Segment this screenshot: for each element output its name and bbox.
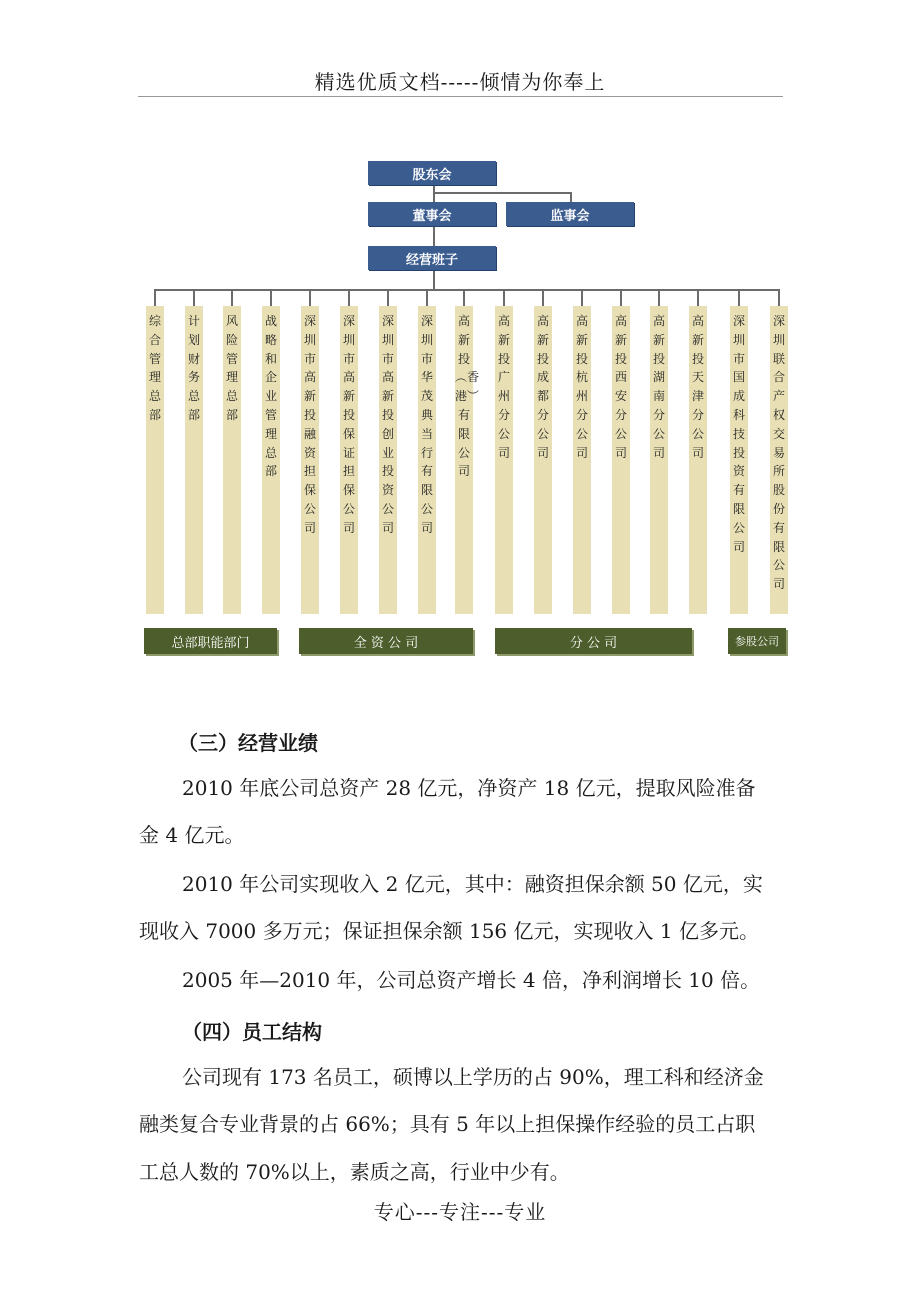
org-unit-label: 高新投成都分公司	[536, 314, 549, 460]
connector	[193, 289, 195, 306]
connector	[570, 192, 572, 202]
connector	[154, 289, 156, 306]
org-unit-label: 战略和企业管理总部	[264, 314, 277, 479]
paragraph: 现收入 7000 多万元；保证担保余额 156 亿元，实现收入 1 亿多元。	[139, 919, 759, 943]
connector	[738, 289, 740, 306]
org-unit-label: 深圳市高新投融资担保公司	[303, 314, 316, 535]
connector	[463, 289, 465, 306]
connector	[658, 289, 660, 306]
paragraph: 工总人数的 70%以上，素质之高，行业中少有。	[139, 1160, 570, 1184]
org-unit-label: 深圳市高新投保证担保公司	[342, 314, 355, 535]
connector	[620, 289, 622, 306]
shareholders-box: 股东会	[368, 161, 496, 185]
paragraph: 2005 年—2010 年，公司总资产增长 4 倍，净利润增长 10 倍。	[182, 968, 761, 992]
org-unit-label: 高新投天津分公司	[691, 314, 704, 460]
page-footer: 专心---专注---专业	[373, 1200, 547, 1224]
connector	[270, 289, 272, 306]
group-branches: 分 公 司	[495, 628, 692, 654]
org-unit-label: 深圳市国成科技投资有限公司	[732, 314, 745, 554]
page-header: 精选优质文档-----倾情为你奉上	[314, 70, 606, 94]
org-unit-label: 高新投西安分公司	[614, 314, 627, 460]
org-unit-label: 高新投︵香港︶有限公司	[455, 314, 480, 479]
section-3-title: （三）经营业绩	[178, 731, 318, 755]
connector	[581, 289, 583, 306]
connector	[154, 289, 778, 291]
org-unit-label: 综合管理总部	[148, 314, 161, 422]
connector	[697, 289, 699, 306]
connector	[542, 289, 544, 306]
connector	[433, 192, 571, 194]
paragraph: 2010 年底公司总资产 28 亿元，净资产 18 亿元，提取风险准备	[182, 776, 756, 800]
group-wholly-owned: 全 资 公 司	[299, 628, 473, 654]
section-4-title: （四）员工结构	[182, 1020, 322, 1044]
connector	[433, 226, 435, 246]
connector	[503, 289, 505, 306]
connector	[387, 289, 389, 306]
connector	[231, 289, 233, 306]
org-unit-label: 计划财务总部	[187, 314, 200, 422]
management-box: 经营班子	[368, 246, 496, 270]
connector	[433, 270, 435, 290]
group-hq-departments: 总部职能部门	[144, 628, 277, 654]
paragraph: 金 4 亿元。	[139, 823, 245, 847]
connector	[348, 289, 350, 306]
connector	[309, 289, 311, 306]
org-unit-label: 高新投湖南分公司	[652, 314, 665, 460]
org-unit-label: 高新投杭州分公司	[575, 314, 588, 460]
org-unit-label: 风险管理总部	[225, 314, 238, 422]
connector	[778, 289, 780, 306]
paragraph: 融类复合专业背景的占 66%；具有 5 年以上担保操作经验的员工占职	[139, 1112, 756, 1136]
paragraph: 2010 年公司实现收入 2 亿元，其中：融资担保余额 50 亿元，实	[182, 872, 763, 896]
org-unit-label: 深圳市高新投创业投资公司	[381, 314, 394, 535]
connector	[426, 289, 428, 306]
org-unit-label: 深圳市华茂典当行有限公司	[420, 314, 433, 535]
paragraph: 公司现有 173 名员工，硕博以上学历的占 90%，理工科和经济金	[182, 1065, 764, 1089]
org-unit-label: 深圳联合产权交易所股份有限公司	[772, 314, 785, 592]
supervisors-box: 监事会	[506, 202, 634, 226]
board-box: 董事会	[368, 202, 496, 226]
header-divider	[138, 96, 783, 97]
org-unit-label: 高新投广州分公司	[497, 314, 510, 460]
group-equity-participation: 参股公司	[728, 628, 786, 654]
